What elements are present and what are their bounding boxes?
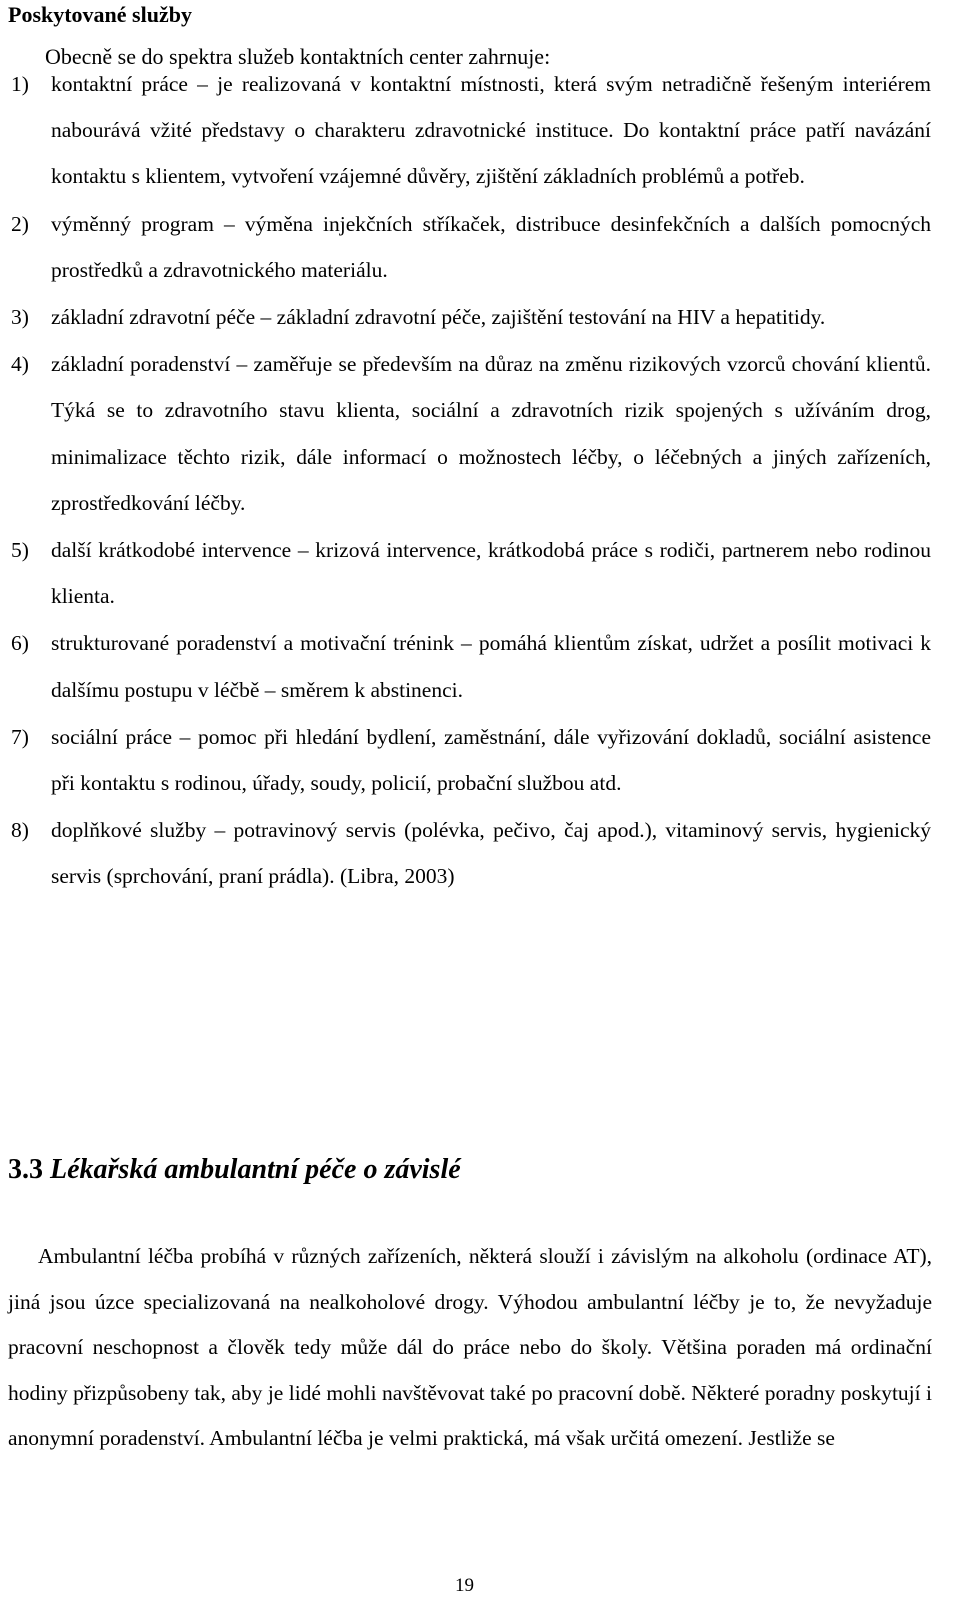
page-number: 19	[455, 1575, 474, 1596]
body-paragraph: Ambulantní léčba probíhá v různých zařízeních, některá slouží i závislým na alkoholu (ordinace AT), jiná jsou úzce specializovaná na nealkoholové drogy. Výhodou ambulantní léčby je to, že nevyžaduje pracovní neschopnost a člověk tedy může dál do práce nebo do školy. Většina poraden má ordinační hodiny přizpůsobeny tak, aby je lidé mohli navštěvovat také po pracovní době. Některé poradny poskytují i anonymní poradenství. Ambulantní léčba je velmi praktická, má však určitá omezení. Jestliže se	[8, 1244, 932, 1451]
list-item	[0, 201, 931, 293]
list-item-text: sociální práce – pomoc při hledání bydlení, zaměstnání, dále vyřizování dokladů, sociální asistence při kontaktu s rodinou, úřady, soudy, policií, probační službou atd.	[51, 724, 931, 796]
chapter-heading	[8, 1152, 461, 1188]
list-item-number: 2)	[11, 211, 29, 236]
section-heading: Poskytované služby	[8, 2, 192, 27]
list-item	[0, 620, 931, 712]
list-item-number: 1)	[11, 72, 29, 96]
chapter-title: Lékařská ambulantní péče o závislé	[50, 1154, 461, 1185]
list-item-number: 7)	[11, 724, 29, 749]
list-item-number: 6)	[11, 631, 29, 656]
list-item-text: základní poradenství – zaměřuje se především na důraz na změnu rizikových vzorců chování klientů. Týká se to zdravotního stavu klienta, sociální a zdravotních rizik spojených s užíváním drog, minimalizace těchto rizik, dále informací o možnostech léčby, o léčebných a jiných zařízeních, zprostředkování léčby.	[51, 352, 931, 515]
list-item-number: 5)	[11, 538, 29, 563]
list-item-text: další krátkodobé intervence – krizová intervence, krátkodobá práce s rodiči, partnerem nebo rodinou klienta.	[51, 538, 931, 609]
list-item-text: kontaktní práce – je realizovaná v kontaktní místnosti, která svým netradičně řešeným interiérem nabourává vžité představy o charakteru zdravotnické instituce. Do kontaktní práce patří navázání kontaktu s klientem, vytvoření vzájemné důvěry, zjištění základních problémů a potřeb.	[51, 72, 931, 189]
list-item-text: strukturované poradenství a motivační trénink – pomáhá klientům získat, udržet a posílit motivaci k dalšímu postupu v léčbě – směrem k abstinenci.	[51, 631, 931, 702]
list-item	[0, 294, 931, 340]
list-item-number: 4)	[11, 352, 29, 377]
list-item-number: 8)	[11, 818, 29, 843]
list-item	[0, 807, 931, 899]
list-item	[0, 61, 931, 200]
list-item-text: doplňkové služby – potravinový servis (polévka, pečivo, čaj apod.), vitaminový servis, hygienický servis (sprchování, praní prádla). (Libra, 2003)	[51, 818, 931, 889]
list-item	[0, 527, 931, 619]
list-item-text: základní zdravotní péče – základní zdravotní péče, zajištění testování na HIV a hepatitidy.	[51, 305, 826, 330]
list-item-number: 3)	[11, 305, 29, 330]
chapter-number: 3.3	[8, 1154, 43, 1185]
list-item	[0, 341, 931, 526]
intro-text: Obecně se do spektra služeb kontaktních center zahrnuje:	[45, 44, 551, 69]
list-item-text: výměnný program – výměna injekčních stříkaček, distribuce desinfekčních a dalších pomocných prostředků a zdravotnického materiálu.	[51, 211, 931, 282]
list-item	[0, 714, 931, 806]
services-list	[0, 61, 960, 901]
